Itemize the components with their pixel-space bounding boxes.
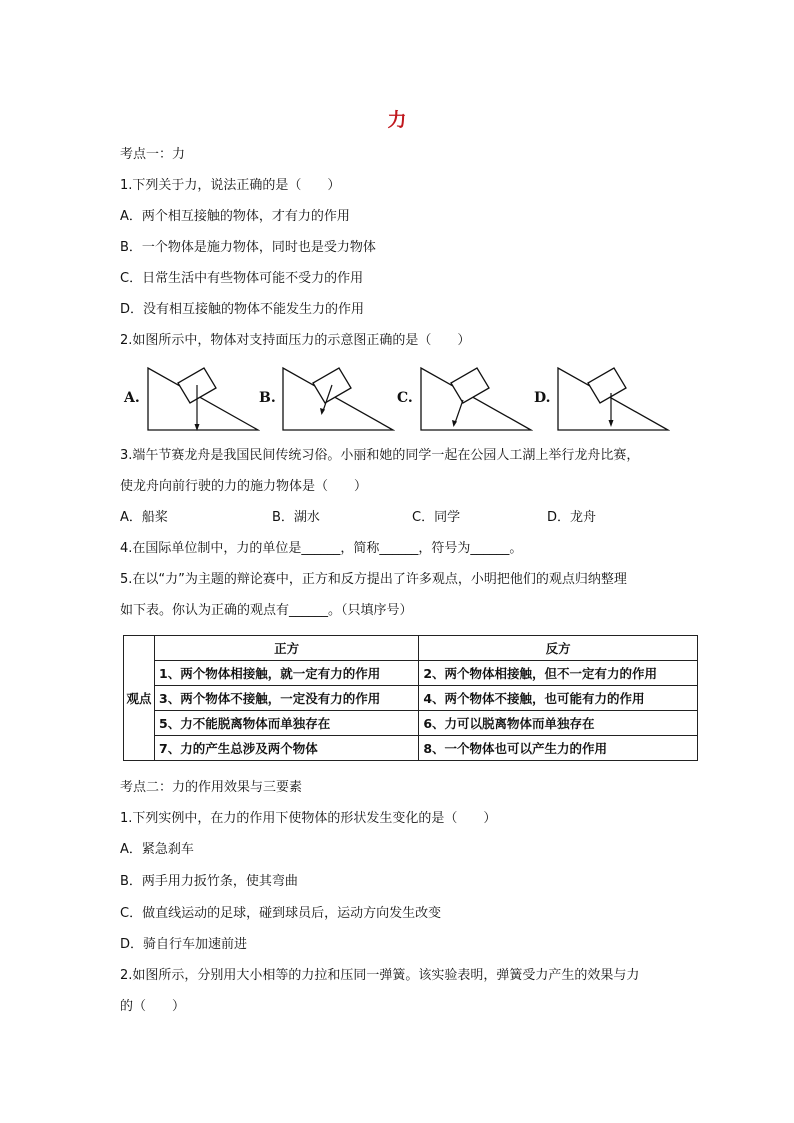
figure-b-label: B. xyxy=(259,390,276,406)
incline-figures xyxy=(120,365,680,435)
figure-b-diagram xyxy=(255,365,395,435)
table-cell-pro: 1、两个物体相接触，就一定有力的作用 xyxy=(155,661,419,686)
question-1-3-option-a: A．船桨 xyxy=(120,510,168,525)
debate-table-header-pro: 正方 xyxy=(155,636,419,661)
question-1-1-option-a: A．两个相互接触的物体，才有力的作用 xyxy=(120,209,350,224)
table-row xyxy=(124,661,698,686)
question-2-1-option-b: B．两手用力扳竹条，使其弯曲 xyxy=(120,874,298,889)
section-heading-1: 考点一：力 xyxy=(120,147,186,162)
figure-c-label: C. xyxy=(397,390,413,406)
debate-table-header-con: 反方 xyxy=(419,636,698,661)
question-1-3-stem-line1: 3.端午节赛龙舟是我国民间传统习俗。小丽和她的同学一起在公园人工湖上举行龙舟比赛， xyxy=(120,448,640,463)
question-2-1-stem: 1.下列实例中，在力的作用下使物体的形状发生变化的是（ ） xyxy=(120,811,497,826)
question-2-2-stem-line2: 的（ ） xyxy=(120,999,186,1014)
question-1-5-stem-line1: 5.在以“力”为主题的辩论赛中，正方和反方提出了许多观点，小明把他们的观点归纳整理 xyxy=(120,572,627,587)
page-title: 力 xyxy=(387,109,407,131)
debate-table xyxy=(123,635,698,761)
section-heading-2: 考点二：力的作用效果与三要素 xyxy=(120,780,303,795)
table-row xyxy=(124,711,698,736)
table-cell-pro: 3、两个物体不接触，一定没有力的作用 xyxy=(155,686,419,711)
figure-c-diagram xyxy=(393,365,533,435)
table-row xyxy=(124,736,698,761)
question-2-2-stem-line1: 2.如图所示，分别用大小相等的力拉和压同一弹簧。该实验表明，弹簧受力产生的效果与力 xyxy=(120,968,640,983)
question-1-4-stem: 4.在国际单位制中，力的单位是______，简称______，符号为______。 xyxy=(120,541,523,556)
question-1-1-option-d: D．没有相互接触的物体不能发生力的作用 xyxy=(120,302,365,317)
debate-table-header-row xyxy=(124,636,698,661)
question-1-1-option-c: C．日常生活中有些物体可能不受力的作用 xyxy=(120,271,364,286)
question-1-3-option-c: C．同学 xyxy=(412,510,461,525)
debate-table-row-label: 观点 xyxy=(124,636,155,761)
figure-d-diagram xyxy=(530,365,670,435)
figure-c xyxy=(393,365,533,435)
table-cell-con: 8、一个物体也可以产生力的作用 xyxy=(419,736,698,761)
figure-a-diagram xyxy=(120,365,260,435)
question-2-1-option-d: D．骑自行车加速前进 xyxy=(120,937,248,952)
figure-a xyxy=(120,365,260,435)
question-2-1-option-a: A．紧急刹车 xyxy=(120,842,194,857)
question-1-3-option-b: B．湖水 xyxy=(272,510,320,525)
question-1-3-stem-line2: 使龙舟向前行驶的力的施力物体是（ ） xyxy=(120,479,368,494)
table-cell-pro: 7、力的产生总涉及两个物体 xyxy=(155,736,419,761)
figure-d xyxy=(530,365,670,435)
figure-d-label: D. xyxy=(534,390,551,406)
table-cell-con: 6、力可以脱离物体而单独存在 xyxy=(419,711,698,736)
figure-a-label: A. xyxy=(124,390,140,406)
figure-b xyxy=(255,365,395,435)
table-cell-pro: 5、力不能脱离物体而单独存在 xyxy=(155,711,419,736)
question-1-3-option-d: D．龙舟 xyxy=(547,510,597,525)
question-1-1-option-b: B．一个物体是施力物体，同时也是受力物体 xyxy=(120,240,376,255)
question-1-5-stem-line2: 如下表。你认为正确的观点有______。（只填序号） xyxy=(120,603,413,618)
table-cell-con: 4、两个物体不接触，也可能有力的作用 xyxy=(419,686,698,711)
question-1-1-stem: 1.下列关于力，说法正确的是（ ） xyxy=(120,178,341,193)
question-1-2-stem: 2.如图所示中，物体对支持面压力的示意图正确的是（ ） xyxy=(120,333,471,348)
table-cell-con: 2、两个物体相接触，但不一定有力的作用 xyxy=(419,661,698,686)
table-row xyxy=(124,686,698,711)
question-2-1-option-c: C．做直线运动的足球，碰到球员后，运动方向发生改变 xyxy=(120,906,442,921)
